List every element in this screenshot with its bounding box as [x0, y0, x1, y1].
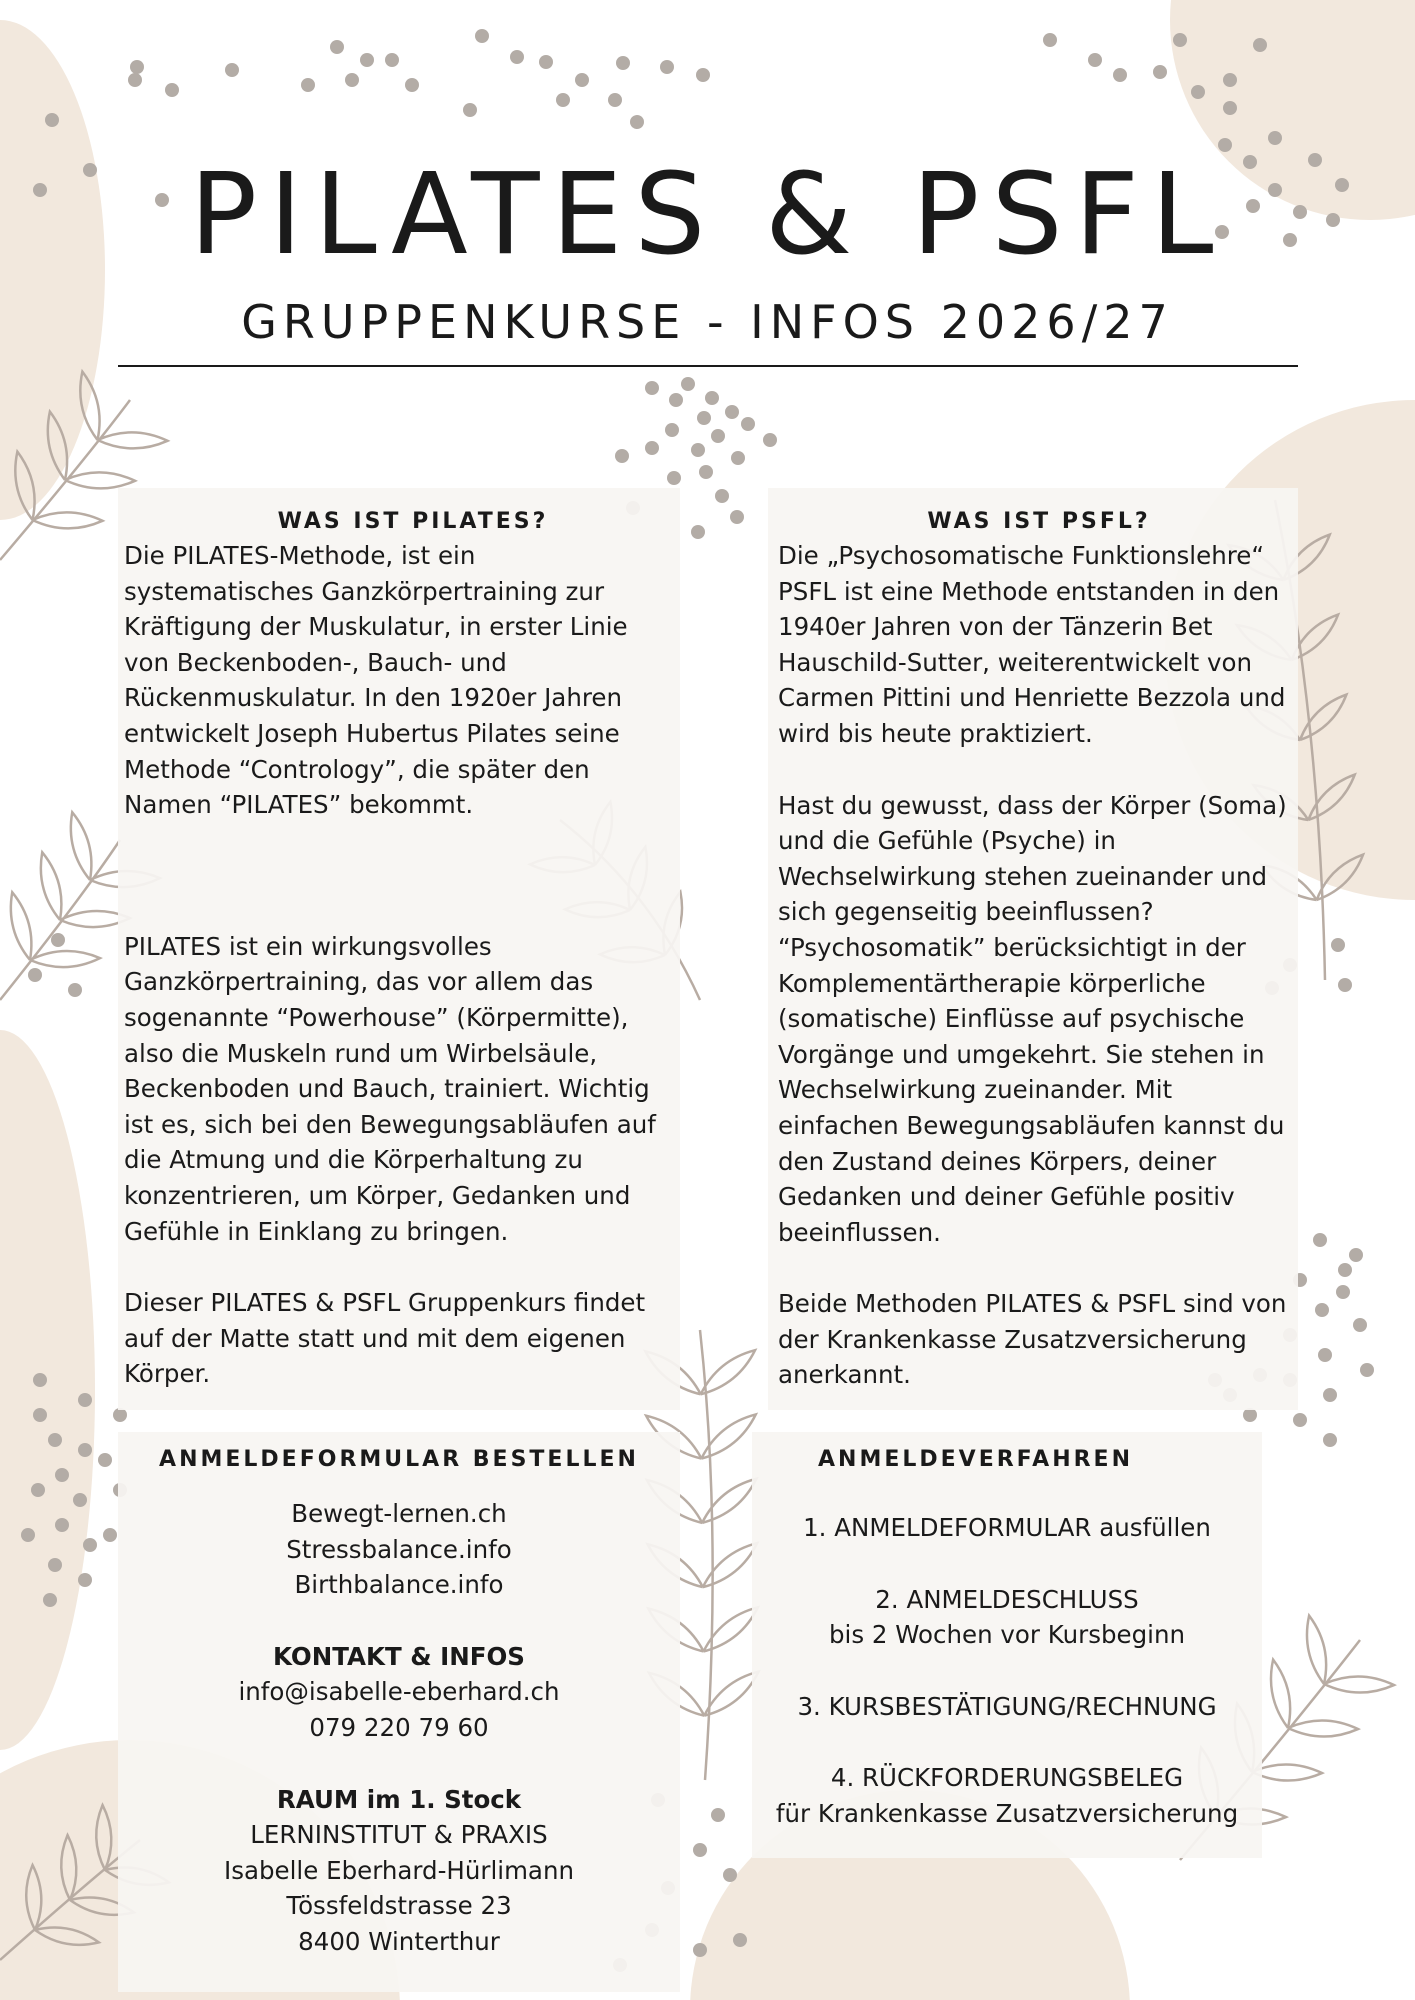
pilates-heading: WAS IST PILATES?	[277, 509, 549, 534]
decorative-dot	[385, 53, 399, 67]
decorative-dot	[575, 73, 589, 87]
contact-phone[interactable]: 079 220 79 60	[309, 1712, 489, 1742]
decorative-dot	[705, 391, 719, 405]
procedure-step-4: 4. RÜCKFORDERUNGSBELEG	[830, 1763, 1184, 1793]
address-line: Tössfeldstrasse 23	[286, 1891, 512, 1921]
decorative-dot	[48, 1558, 62, 1572]
decorative-dot	[693, 1943, 707, 1957]
leaf	[704, 1672, 758, 1716]
decorative-dot	[645, 381, 659, 395]
decorative-dot	[1349, 1248, 1363, 1262]
decorative-dot	[98, 1453, 112, 1467]
decorative-dot	[1088, 53, 1102, 67]
decorative-dot	[1253, 38, 1267, 52]
decorative-dot	[1223, 101, 1237, 115]
order-form-heading: ANMELDEFORMULAR BESTELLEN	[159, 1447, 639, 1472]
decorative-dot	[78, 1393, 92, 1407]
decorative-dot	[691, 525, 705, 539]
decorative-dot	[330, 40, 344, 54]
decorative-dot	[1323, 1388, 1337, 1402]
decorative-dot	[405, 78, 419, 92]
decorative-dot	[608, 93, 622, 107]
decorative-dot	[28, 968, 42, 982]
decorative-dot	[103, 1528, 117, 1542]
decorative-dot	[660, 60, 674, 74]
decorative-dot	[1243, 1408, 1257, 1422]
decorative-dot	[731, 451, 745, 465]
title-divider	[118, 365, 1298, 367]
decorative-dot	[1360, 1363, 1374, 1377]
page-subtitle: GRUPPENKURSE - INFOS 2026/27	[241, 295, 1174, 349]
decorative-dot	[1268, 131, 1282, 145]
decorative-dot	[730, 510, 744, 524]
website-link[interactable]: Bewegt-lernen.ch	[291, 1499, 507, 1528]
decorative-dot	[48, 1433, 62, 1447]
leaf	[33, 512, 103, 528]
procedure-heading: ANMELDEVERFAHREN	[818, 1447, 1133, 1472]
decorative-dot	[55, 1518, 69, 1532]
leaf	[1252, 1765, 1322, 1781]
leaf	[41, 852, 62, 920]
decorative-dot	[83, 1538, 97, 1552]
decorative-dot	[1153, 65, 1167, 79]
decorative-dot	[1113, 68, 1127, 82]
leaf	[1324, 1677, 1394, 1693]
decorative-dot	[1293, 1413, 1307, 1427]
decorative-dot	[1353, 1318, 1367, 1332]
decorative-dot	[1313, 1233, 1327, 1247]
leaf	[30, 951, 100, 967]
decorative-dot	[1336, 1285, 1350, 1299]
decorative-dot	[33, 1373, 47, 1387]
decorative-dot	[741, 417, 755, 431]
decorative-dot	[510, 50, 524, 64]
decorative-dot	[225, 63, 239, 77]
leaf	[1307, 1616, 1326, 1684]
website-link[interactable]: Birthbalance.info	[294, 1570, 504, 1600]
decorative-dot	[301, 78, 315, 92]
decorative-dot	[693, 1843, 707, 1857]
pilates-panel	[118, 488, 680, 1410]
leaf	[65, 472, 135, 488]
psfl-paragraph-3: Beide Methoden PILATES & PSFL sind von der Krankenkasse Zusatzversicherung anerkannt.	[778, 1289, 1287, 1390]
pilates-paragraph-3: Dieser PILATES & PSFL Gruppenkurs findet auf der Matte statt und mit dem eigenen Körper.	[124, 1288, 646, 1389]
decorative-dot	[681, 377, 695, 391]
procedure-step-2: 2. ANMELDESCHLUSS	[875, 1584, 1139, 1614]
decorative-dot	[615, 449, 629, 463]
decorative-dot	[715, 489, 729, 503]
address-line: 8400 Winterthur	[298, 1926, 500, 1956]
decorative-dot	[43, 1593, 57, 1607]
order-form-panel	[118, 1432, 680, 1992]
decorative-dot	[21, 1528, 35, 1542]
decorative-dot	[711, 429, 725, 443]
procedure-step-1: 1. ANMELDEFORMULAR ausfüllen	[803, 1513, 1211, 1542]
leaf	[71, 812, 92, 880]
address-line: Isabelle Eberhard-Hürlimann	[224, 1855, 574, 1885]
address-line: LERNINSTITUT & PRAXIS	[250, 1820, 548, 1850]
psfl-panel	[768, 488, 1298, 1410]
decorative-dot	[630, 115, 644, 129]
leaf	[701, 1350, 755, 1394]
decorative-dot	[463, 103, 477, 117]
decorative-dot	[696, 68, 710, 82]
contact-heading: KONTAKT & INFOS	[273, 1641, 525, 1671]
decorative-dot	[1315, 1303, 1329, 1317]
decorative-dot	[669, 393, 683, 407]
decorative-dot	[556, 93, 570, 107]
leaf	[1271, 1660, 1290, 1728]
procedure-step-4-note: für Krankenkasse Zusatzversicherung	[775, 1798, 1239, 1828]
decorative-dot	[78, 1443, 92, 1457]
pilates-paragraph-2: PILATES ist ein wirkungsvolles Ganzkörpertraining, das vor allem das sogenannte “Powerhouse” (Körpermitte), also die Muskeln rund um Wirbelsäule, Beckenboden und Bauch, trainiert. Wichtig ist es, sich bei den Bewegungsabläufen auf die Atmung und die Körperhaltung zu konzentrieren, um Körper, Gedanken und Gefühle in Einklang zu bringen.	[124, 931, 656, 1246]
decorative-dot	[113, 1408, 127, 1422]
leaf	[98, 432, 168, 448]
decorative-dot	[725, 405, 739, 419]
decorative-dot	[1173, 33, 1187, 47]
decorative-dot	[763, 433, 777, 447]
decorative-dot	[31, 1483, 45, 1497]
decorative-dot	[1223, 73, 1237, 87]
decorative-dot	[73, 1493, 87, 1507]
decorative-dot	[645, 441, 659, 455]
decorative-dot	[128, 73, 142, 87]
decorative-dot	[1338, 1263, 1352, 1277]
psfl-paragraph-2: Hast du gewusst, dass der Körper (Soma) und die Gefühle (Psyche) in Wechselwirkung stehen zueinander und sich gegenseitig beeinflussen? “Psychosomatik” berücksichtigt in der Komplementärtherapie körperliche (somatische) Einflüsse auf psychische Vorgänge und umgekehrt. Sie stehen in Wechselwirkung zueinander. Mit einfachen Bewegungsabläufen kannst du den Zustand deines Körpers, deiner Gedanken und deiner Gefühle positiv beeinflussen.	[778, 790, 1287, 1247]
decorative-dot	[1338, 978, 1352, 992]
decorative-dot	[667, 471, 681, 485]
decorative-dot	[475, 29, 489, 43]
decorative-dot	[33, 1408, 47, 1422]
procedure-step-2-note: bis 2 Wochen vor Kursbeginn	[828, 1620, 1186, 1650]
decorative-dot	[130, 60, 144, 74]
decorative-dot	[1323, 1433, 1337, 1447]
decorative-dot	[1331, 938, 1345, 952]
leaf	[1288, 1721, 1358, 1737]
decorative-dot	[45, 113, 59, 127]
decorative-dot	[697, 411, 711, 425]
decorative-dot	[1043, 33, 1057, 47]
contact-email[interactable]: info@isabelle-eberhard.ch	[238, 1677, 560, 1707]
decorative-dot	[360, 53, 374, 67]
decorative-dot	[1191, 85, 1205, 99]
psfl-heading: WAS IST PSFL?	[927, 509, 1151, 534]
decorative-dot	[55, 1468, 69, 1482]
decorative-dot	[165, 83, 179, 97]
procedure-step-3: 3. KURSBESTÄTIGUNG/RECHNUNG	[797, 1691, 1217, 1721]
leaf	[703, 1543, 757, 1587]
leaf	[11, 892, 32, 960]
page-title: PILATES & PSFL	[189, 150, 1226, 280]
procedure-panel	[752, 1432, 1262, 1858]
decorative-dot	[1318, 1348, 1332, 1362]
room-heading: RAUM im 1. Stock	[276, 1784, 522, 1814]
decorative-dot	[665, 423, 679, 437]
decorative-dot	[78, 1573, 92, 1587]
decorative-dot	[691, 443, 705, 457]
psfl-paragraph-1: Die „Psychosomatische Funktionslehre“ PSFL ist eine Methode entstanden in den 1940er Jahren von der Tänzerin Bet Hauschild-Sutter, weiterentwickelt von Carmen Pittini und Henriette Bezzola und wird bis heute praktiziert.	[778, 541, 1286, 748]
decorative-dot	[616, 56, 630, 70]
decorative-dot	[51, 933, 65, 947]
decorative-dot	[723, 1868, 737, 1882]
decorative-dot	[733, 1933, 747, 1947]
decorative-dot	[699, 465, 713, 479]
decorative-dot	[68, 983, 82, 997]
decorative-dot	[711, 1808, 725, 1822]
website-link[interactable]: Stressbalance.info	[286, 1534, 512, 1564]
pilates-paragraph-1: Die PILATES-Methode, ist ein systematisches Ganzkörpertraining zur Kräftigung der Muskulatur, in erster Linie von Beckenboden-, Bauch- und Rückenmuskulatur. In den 1920er Jahren entwickelt Joseph Hubertus Pilates seine Methode “Contrology”, die später den Namen “PILATES” bekommt.	[124, 541, 628, 820]
decorative-dot	[345, 73, 359, 87]
decorative-dot	[539, 55, 553, 69]
